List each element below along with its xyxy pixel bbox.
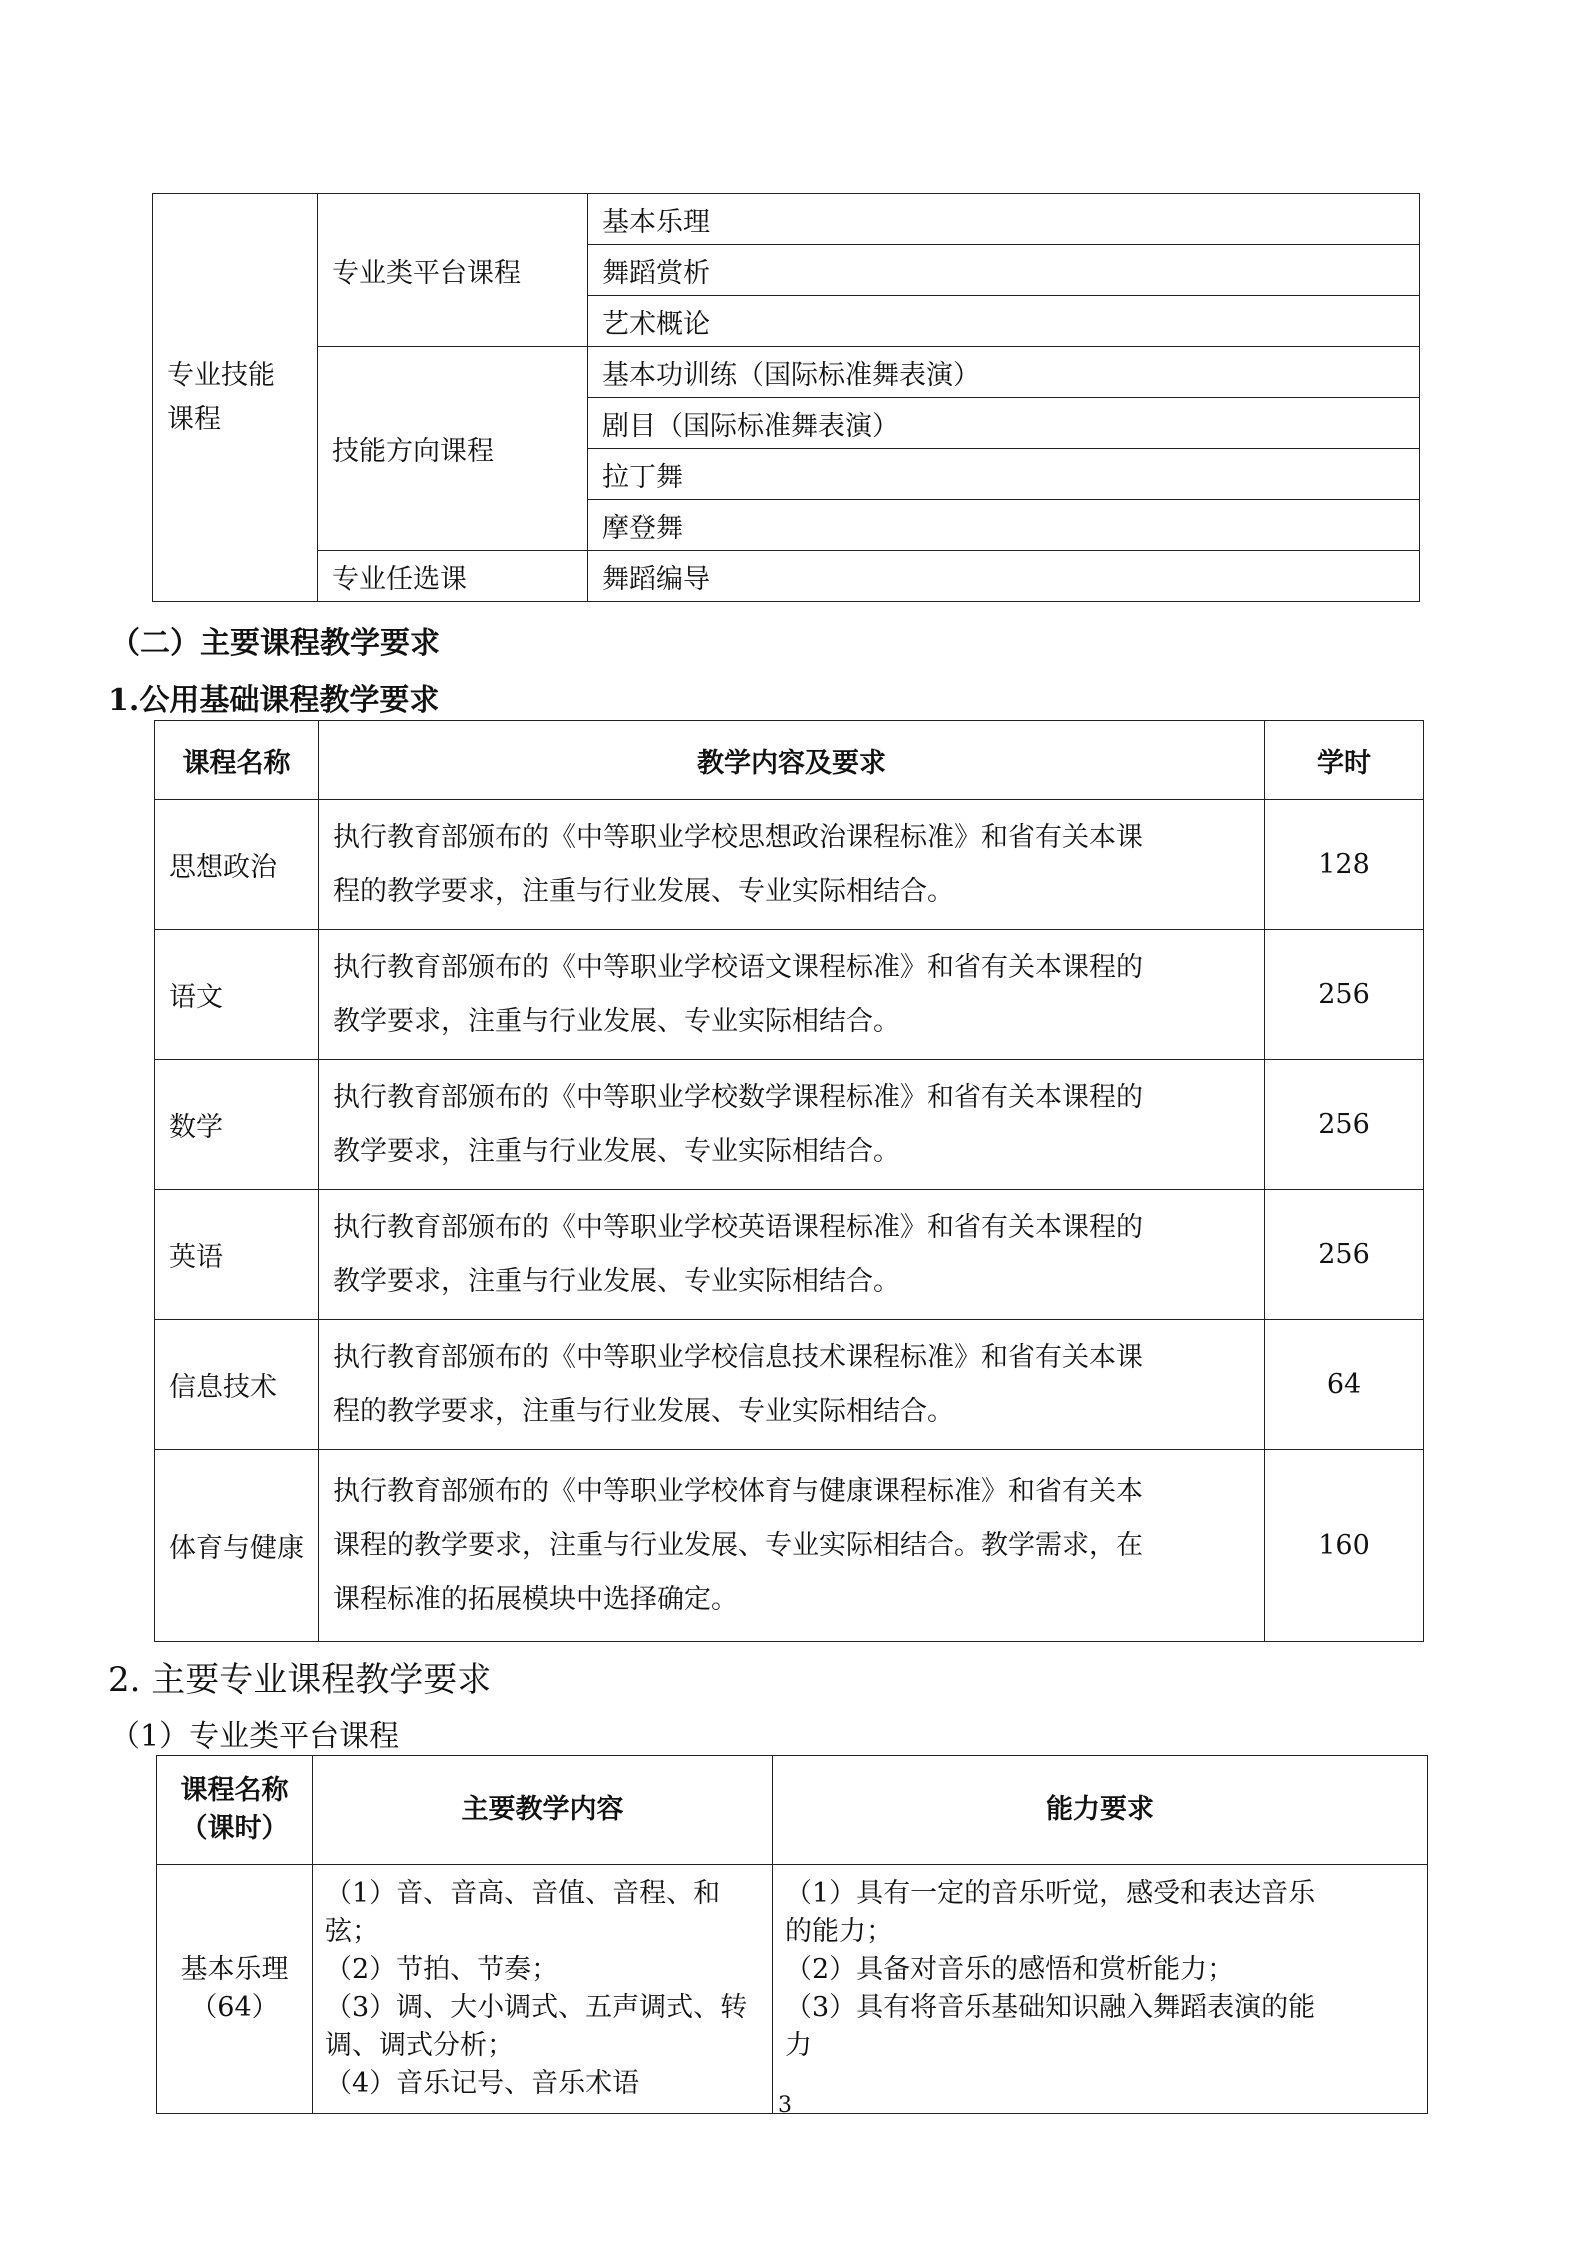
course-hours: 256 <box>1265 930 1424 1060</box>
course-content <box>319 1190 1265 1320</box>
course-hours: 256 <box>1265 1190 1424 1320</box>
table-row <box>155 1450 1424 1642</box>
header-hours: 学时 <box>1265 721 1424 800</box>
ability-requirements <box>773 1865 1428 2114</box>
course-item: 舞蹈赏析 <box>588 245 1420 296</box>
header-name-line1: 课程名称 <box>180 1775 289 1806</box>
content-line: 教学要求，注重与行业发展、专业实际相结合。 <box>333 1005 900 1037</box>
course-name: 思想政治 <box>155 800 319 930</box>
course-hours: 64 <box>1265 1320 1424 1450</box>
content-line: 执行教育部颁布的《中等职业学校思想政治课程标准》和省有关本课 <box>333 821 1143 853</box>
course-name: 信息技术 <box>155 1320 319 1450</box>
course-item: 基本功训练（国际标准舞表演） <box>588 347 1420 398</box>
course-name: 英语 <box>155 1190 319 1320</box>
table-row <box>155 1190 1424 1320</box>
header-course-name: 课程名称 <box>155 721 319 800</box>
content-line: 执行教育部颁布的《中等职业学校体育与健康课程标准》和省有关本 <box>333 1475 1143 1507</box>
course-name-text: 基本乐理 <box>180 1954 289 1985</box>
group-label: 专业任选课 <box>318 551 588 602</box>
course-content <box>319 1060 1265 1190</box>
ability-line: （2）具备对音乐的感悟和赏析能力； <box>785 1954 1235 1985</box>
course-name: 数学 <box>155 1060 319 1190</box>
course-content <box>319 930 1265 1060</box>
platform-course-table <box>156 1755 1428 2114</box>
category-cell <box>153 194 318 602</box>
content-line: 程的教学要求，注重与行业发展、专业实际相结合。 <box>333 1395 954 1427</box>
course-item: 艺术概论 <box>588 296 1420 347</box>
header-name-line2: （课时） <box>180 1813 289 1844</box>
course-item: 剧目（国际标准舞表演） <box>588 398 1420 449</box>
course-hours: 128 <box>1265 800 1424 930</box>
content-line: 调、调式分析； <box>325 2030 514 2061</box>
section-heading: （二）主要课程教学要求 <box>110 626 440 661</box>
course-name: 体育与健康 <box>155 1450 319 1642</box>
course-item: 拉丁舞 <box>588 449 1420 500</box>
content-line: （4）音乐记号、音乐术语 <box>325 2068 640 2099</box>
course-hours: 160 <box>1265 1450 1424 1642</box>
category-label-line1: 专业技能 <box>167 359 275 391</box>
content-line: 课程的教学要求，注重与行业发展、专业实际相结合。教学需求，在 <box>333 1529 1143 1561</box>
subsection-heading-platform: （1）专业类平台课程 <box>110 1719 400 1754</box>
header-course-name <box>157 1756 313 1865</box>
course-content <box>313 1865 773 2114</box>
ability-line: （1）具有一定的音乐听觉，感受和表达音乐 <box>785 1878 1316 1909</box>
course-content <box>319 1320 1265 1450</box>
ability-line: 力 <box>785 2030 812 2061</box>
course-content <box>319 1450 1265 1642</box>
content-line: （1）音、音高、音值、音程、和弦； <box>325 1878 721 1947</box>
course-name: 语文 <box>155 930 319 1060</box>
course-hours-text: （64） <box>190 1992 279 2023</box>
ability-line: （3）具有将音乐基础知识融入舞蹈表演的能 <box>785 1992 1316 2023</box>
content-line: 课程标准的拓展模块中选择确定。 <box>333 1583 738 1615</box>
table-row <box>155 800 1424 930</box>
page-number: 3 <box>778 2093 792 2118</box>
category-label-line2: 课程 <box>167 403 221 435</box>
header-content: 主要教学内容 <box>313 1756 773 1865</box>
content-line: 执行教育部颁布的《中等职业学校语文课程标准》和省有关本课程的 <box>333 951 1143 983</box>
group-label: 技能方向课程 <box>318 347 588 551</box>
skill-course-table <box>152 193 1420 602</box>
content-line: 程的教学要求，注重与行业发展、专业实际相结合。 <box>333 875 954 907</box>
table-row <box>157 1865 1428 2114</box>
group-label: 专业类平台课程 <box>318 194 588 347</box>
subsection-heading: 1.公用基础课程教学要求 <box>108 683 440 718</box>
course-item: 基本乐理 <box>588 194 1420 245</box>
content-line: 教学要求，注重与行业发展、专业实际相结合。 <box>333 1135 900 1167</box>
content-line: 执行教育部颁布的《中等职业学校英语课程标准》和省有关本课程的 <box>333 1211 1143 1243</box>
course-item: 舞蹈编导 <box>588 551 1420 602</box>
header-content: 教学内容及要求 <box>319 721 1265 800</box>
course-item: 摩登舞 <box>588 500 1420 551</box>
content-line: 执行教育部颁布的《中等职业学校信息技术课程标准》和省有关本课 <box>333 1341 1143 1373</box>
table-row <box>155 1320 1424 1450</box>
subsection-heading: 2. 主要专业课程教学要求 <box>108 1660 492 1700</box>
course-content <box>319 800 1265 930</box>
course-name <box>157 1865 313 2114</box>
basic-course-table <box>154 720 1424 1642</box>
content-line: （2）节拍、节奏； <box>325 1954 559 1985</box>
content-line: 教学要求，注重与行业发展、专业实际相结合。 <box>333 1265 900 1297</box>
table-row <box>155 1060 1424 1190</box>
header-ability: 能力要求 <box>773 1756 1428 1865</box>
table-row <box>155 930 1424 1060</box>
course-hours: 256 <box>1265 1060 1424 1190</box>
ability-line: 的能力； <box>785 1916 893 1947</box>
content-line: 执行教育部颁布的《中等职业学校数学课程标准》和省有关本课程的 <box>333 1081 1143 1113</box>
content-line: （3）调、大小调式、五声调式、转 <box>325 1992 748 2023</box>
